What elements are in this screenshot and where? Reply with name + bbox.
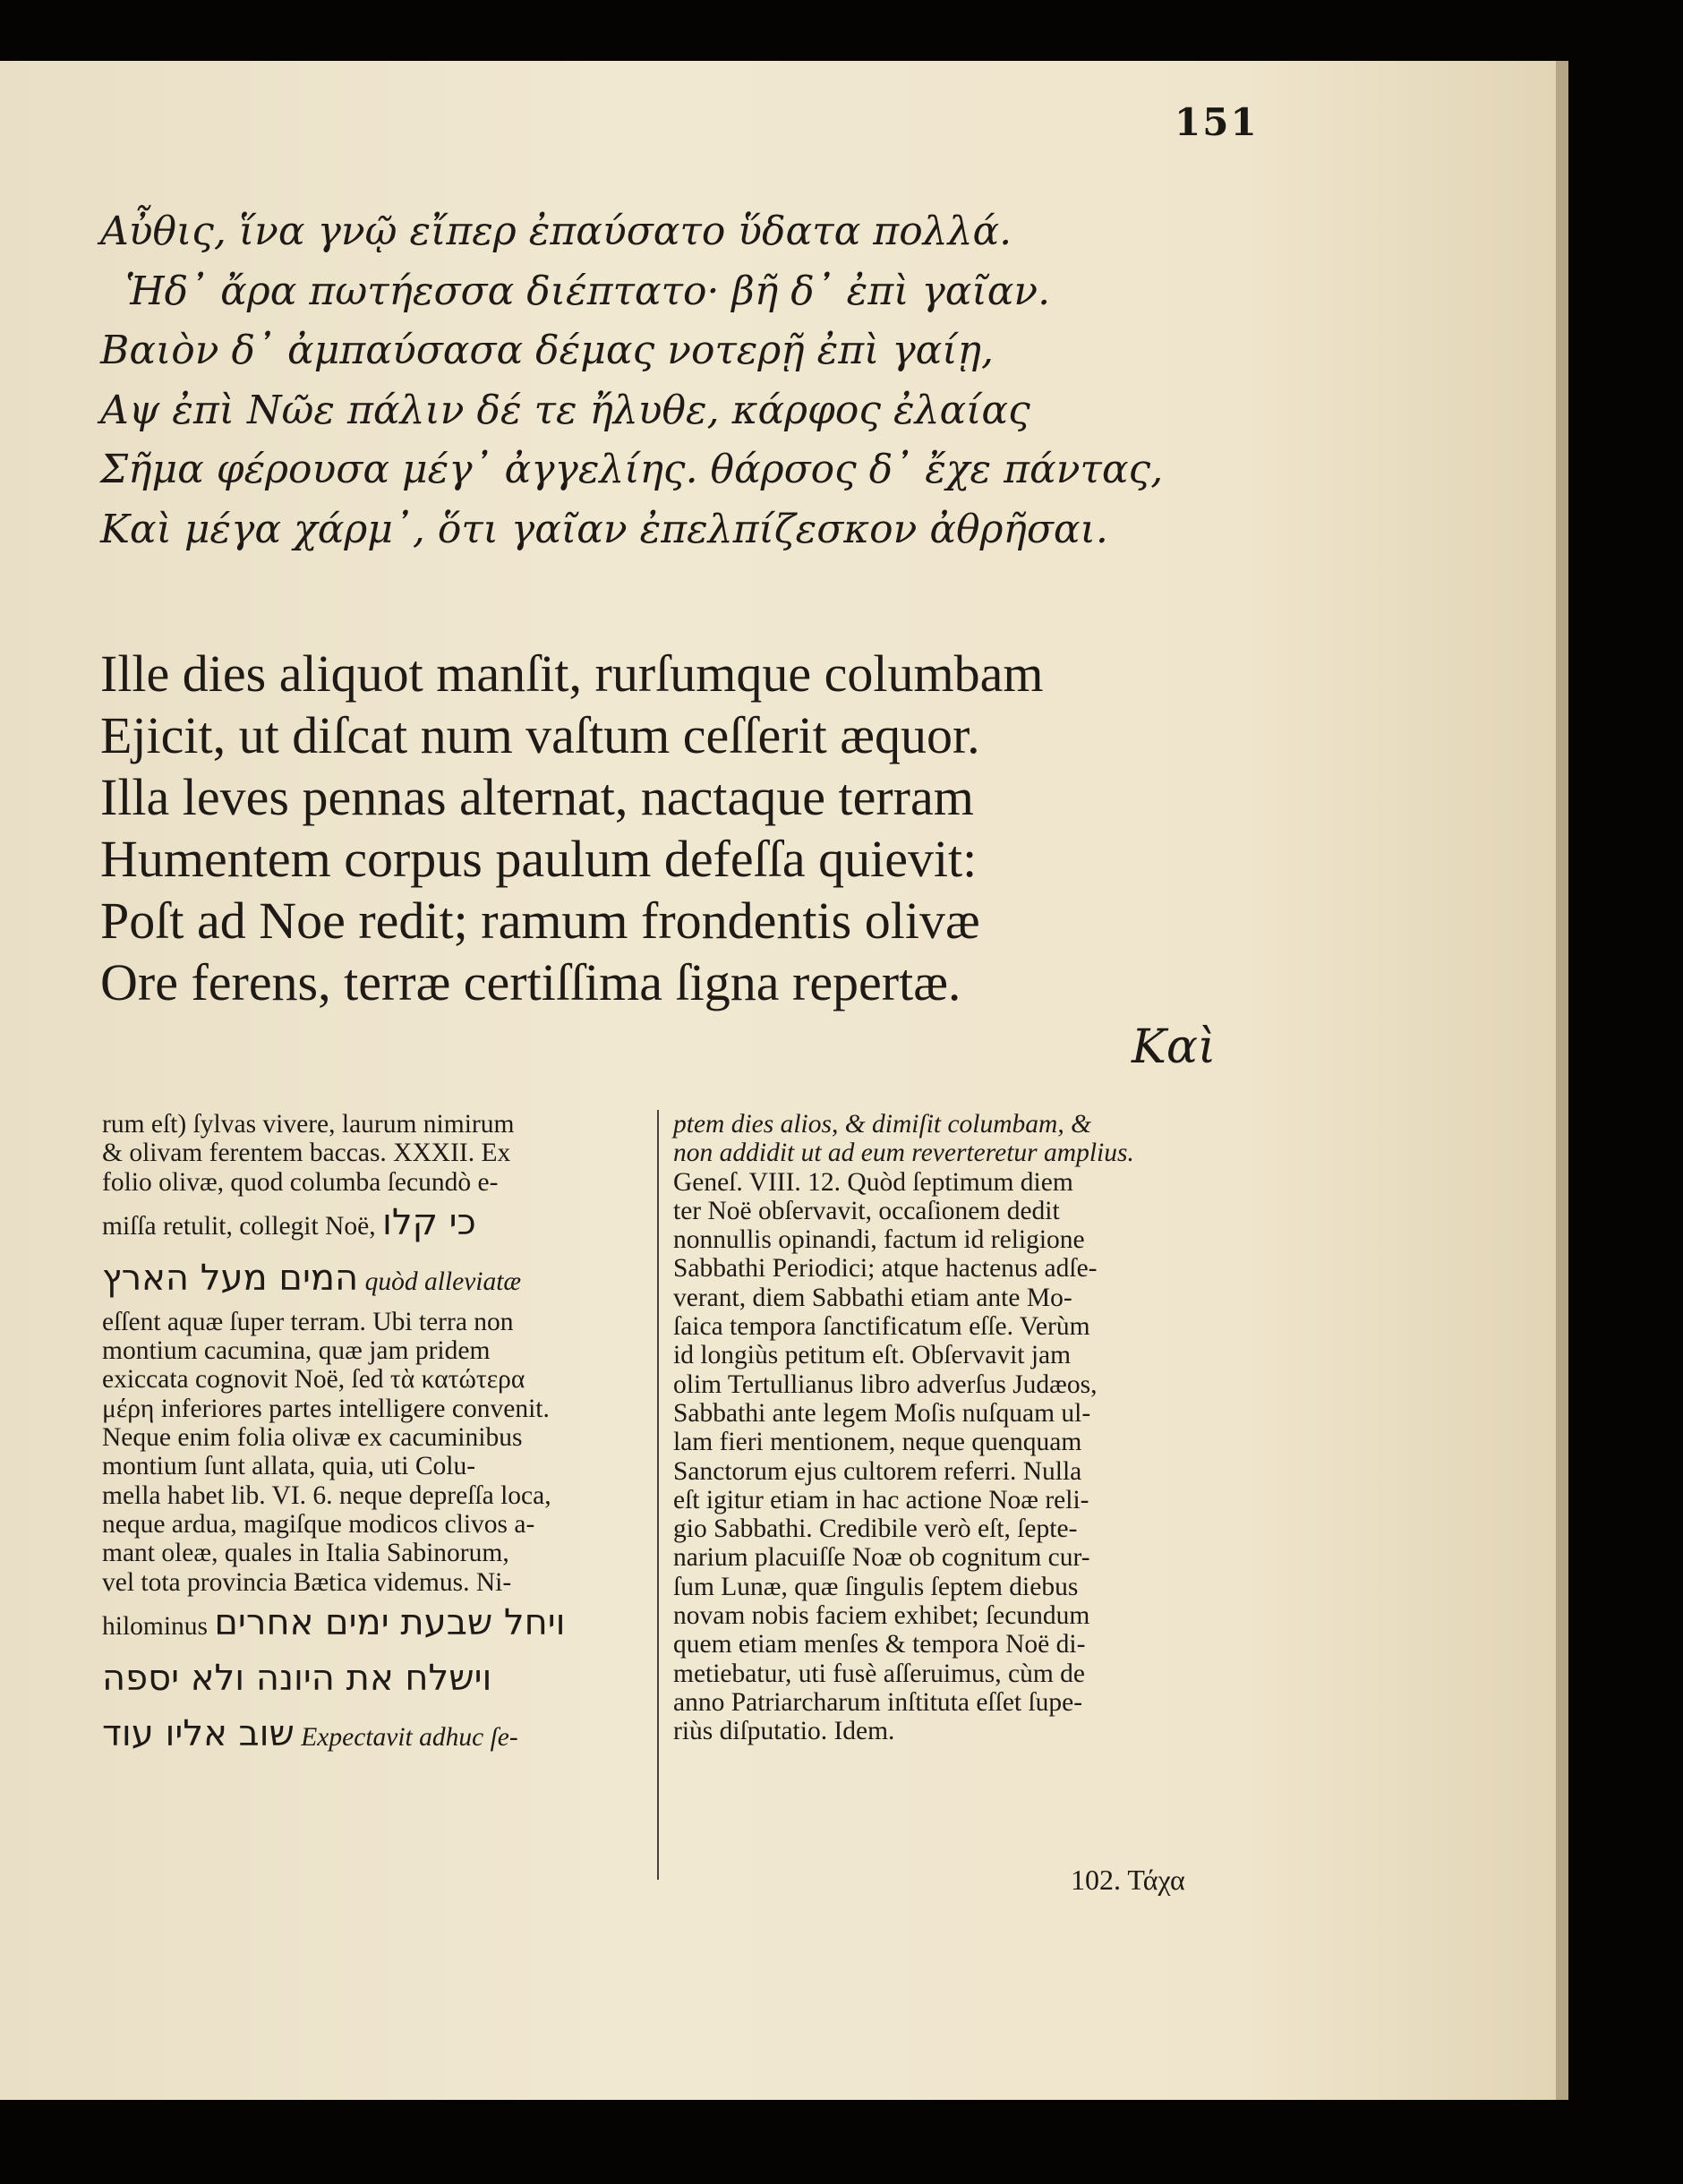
commentary-line: exiccata cognovit Noë, ſed τὰ κατώτερα bbox=[102, 1365, 525, 1395]
commentary-text: quòd alleviatæ bbox=[364, 1267, 522, 1296]
latin-verse-line: Ore ferens, terræ certiſſima ſigna repertæ. bbox=[100, 953, 961, 1011]
greek-verse-line: Ἡδ᾽ ἄρα πωτήεσσα διέπτατο· βῆ δ᾽ ἐπὶ γαῖαν. bbox=[125, 268, 1051, 314]
commentary-line: id longiùs petitum eſt. Obſervavit jam bbox=[673, 1341, 1072, 1370]
greek-verse-line: Βαιὸν δ᾽ ἀμπαύσασα δέμας νοτερῇ ἐπὶ γαίῃ, bbox=[100, 328, 994, 373]
commentary-line: ſum Lunæ, quæ ſingulis ſeptem diebus bbox=[673, 1572, 1079, 1601]
commentary-line: & olivam ferentem baccas. XXXII. Ex bbox=[102, 1139, 511, 1168]
greek-verse-line: Καὶ μέγα χάρμ᾽, ὅτι γαῖαν ἐπελπίζεσκον ἀθρῆσαι. bbox=[100, 506, 1108, 552]
hebrew-quote: המים מעל הארץ bbox=[102, 1257, 359, 1299]
commentary-line: ſaica tempora ſanctificatum eſſe. Verùm bbox=[673, 1312, 1090, 1342]
hebrew-quote: כי קלו bbox=[381, 1201, 476, 1243]
latin-verse bbox=[100, 643, 1318, 1013]
latin-verse-line: Illa leves pennas alternat, nactaque terram bbox=[100, 768, 974, 826]
commentary-line-with-hebrew bbox=[102, 1652, 648, 1708]
commentary-right-column bbox=[673, 1110, 1225, 1746]
greek-verse bbox=[100, 202, 1300, 559]
greek-verse-line: Αὖθις, ἵνα γνῷ εἴπερ ἐπαύσατο ὕδατα πολλά. bbox=[100, 209, 1012, 254]
hebrew-quote: שוב אליו עוד bbox=[102, 1712, 295, 1754]
commentary-line-with-hebrew bbox=[102, 1597, 648, 1652]
commentary-line: verant, diem Sabbathi etiam ante Mo- bbox=[673, 1283, 1072, 1312]
commentary-line: folio olivæ, quod columba ſecundò e- bbox=[102, 1167, 499, 1197]
commentary-line: montium ſunt allata, quia, uti Colu- bbox=[102, 1452, 476, 1481]
hebrew-quote: וישלח את היונה ולא יספה bbox=[102, 1657, 492, 1699]
greek-verse-line: Αψ ἐπὶ Νῶε πάλιν δέ τε ἤλυθε, κάρφος ἐλαίας bbox=[100, 387, 1030, 433]
commentary-line: μέρη inferiores partes intelligere convenit. bbox=[102, 1394, 550, 1423]
commentary-line: montium cacumina, quæ jam pridem bbox=[102, 1336, 491, 1366]
latin-verse-line: Poſt ad Noe redit; ramum frondentis olivæ bbox=[100, 892, 980, 950]
latin-verse-line: Ille dies aliquot manſit, rurſumque columbam bbox=[100, 644, 1044, 703]
commentary-line: neque ardua, magiſque modicos clivos a- bbox=[102, 1509, 535, 1539]
commentary-text: miſſa retulit, collegit Noë, bbox=[102, 1211, 376, 1241]
commentary-line: metiebatur, uti fusè aſſeruimus, cùm de bbox=[673, 1659, 1086, 1688]
commentary-line: non addidit ut ad eum reverteretur amplius. bbox=[673, 1139, 1134, 1168]
commentary-line-with-hebrew bbox=[102, 1252, 648, 1308]
commentary-line: riùs diſputatio. Idem. bbox=[673, 1717, 895, 1746]
commentary-line: ter Noë obſervavit, occaſionem dedit bbox=[673, 1196, 1060, 1225]
commentary-line: novam nobis faciem exhibet; ſecundum bbox=[673, 1601, 1090, 1631]
commentary-line: quem etiam menſes & tempora Noë di- bbox=[673, 1630, 1086, 1659]
catchword: Καὶ bbox=[1132, 1020, 1217, 1074]
commentary-line: mant oleæ, quales in Italia Sabinorum, bbox=[102, 1539, 509, 1568]
greek-verse-line: Σῆμα φέρουσα μέγ᾽ ἀγγελίης. θάρσος δ᾽ ἔχε πάντας, bbox=[100, 447, 1164, 492]
commentary-line: gio Sabbathi. Credibile verò eſt, ſepte- bbox=[673, 1514, 1078, 1544]
latin-verse-line: Ejicit, ut diſcat num vaſtum ceſſerit æquor. bbox=[100, 706, 980, 764]
commentary-text: hilominus bbox=[102, 1611, 209, 1641]
latin-verse-line: Humentem corpus paulum defeſſa quievit: bbox=[100, 830, 978, 888]
commentary-line: lam fieri mentionem, neque quenquam bbox=[673, 1428, 1082, 1457]
commentary-line: vel tota provincia Bætica videmus. Ni- bbox=[102, 1567, 512, 1597]
commentary-line: Sabbathi Periodici; atque hactenus adſe- bbox=[673, 1254, 1098, 1284]
page-number: 151 bbox=[1175, 100, 1259, 144]
hebrew-quote: ויחל שבעת ימים אחרים bbox=[214, 1601, 566, 1643]
commentary-text: Expectavit adhuc ſe- bbox=[301, 1722, 518, 1752]
commentary-line: ptem dies alios, & dimiſit columbam, & bbox=[673, 1110, 1092, 1139]
footer-catchword: 102. Τάχα bbox=[1071, 1864, 1185, 1896]
commentary-line-with-hebrew bbox=[102, 1708, 648, 1763]
commentary-line: nonnullis opinandi, factum id religione bbox=[673, 1225, 1085, 1255]
commentary-line: Sabbathi ante legem Moſis nuſquam ul- bbox=[673, 1398, 1091, 1428]
commentary-line: Neque enim folia olivæ ex cacuminibus bbox=[102, 1423, 523, 1453]
commentary-line: anno Patriarcharum inſtituta eſſet ſupe- bbox=[673, 1687, 1083, 1717]
commentary-line: mella habet lib. VI. 6. neque depreſſa loca, bbox=[102, 1480, 551, 1510]
commentary-line: Geneſ. VIII. 12. Quòd ſeptimum diem bbox=[673, 1167, 1073, 1197]
commentary-line: eſt igitur etiam in hac actione Noæ reli- bbox=[673, 1485, 1089, 1514]
commentary-line: eſſent aquæ ſuper terram. Ubi terra non bbox=[102, 1307, 514, 1336]
column-divider bbox=[657, 1110, 659, 1880]
commentary-line: narium placuiſſe Noæ ob cognitum cur- bbox=[673, 1543, 1090, 1573]
commentary-line: Sanctorum ejus cultorem referri. Nulla bbox=[673, 1456, 1082, 1486]
commentary-line-with-hebrew bbox=[102, 1197, 648, 1252]
commentary-line: olim Tertullianus libro adverſus Judæos, bbox=[673, 1369, 1098, 1399]
commentary-left-column bbox=[102, 1110, 648, 1763]
book-page bbox=[0, 61, 1556, 2100]
page-edge bbox=[1556, 61, 1568, 2100]
commentary-line: rum eſt) ſylvas vivere, laurum nimirum bbox=[102, 1110, 515, 1139]
